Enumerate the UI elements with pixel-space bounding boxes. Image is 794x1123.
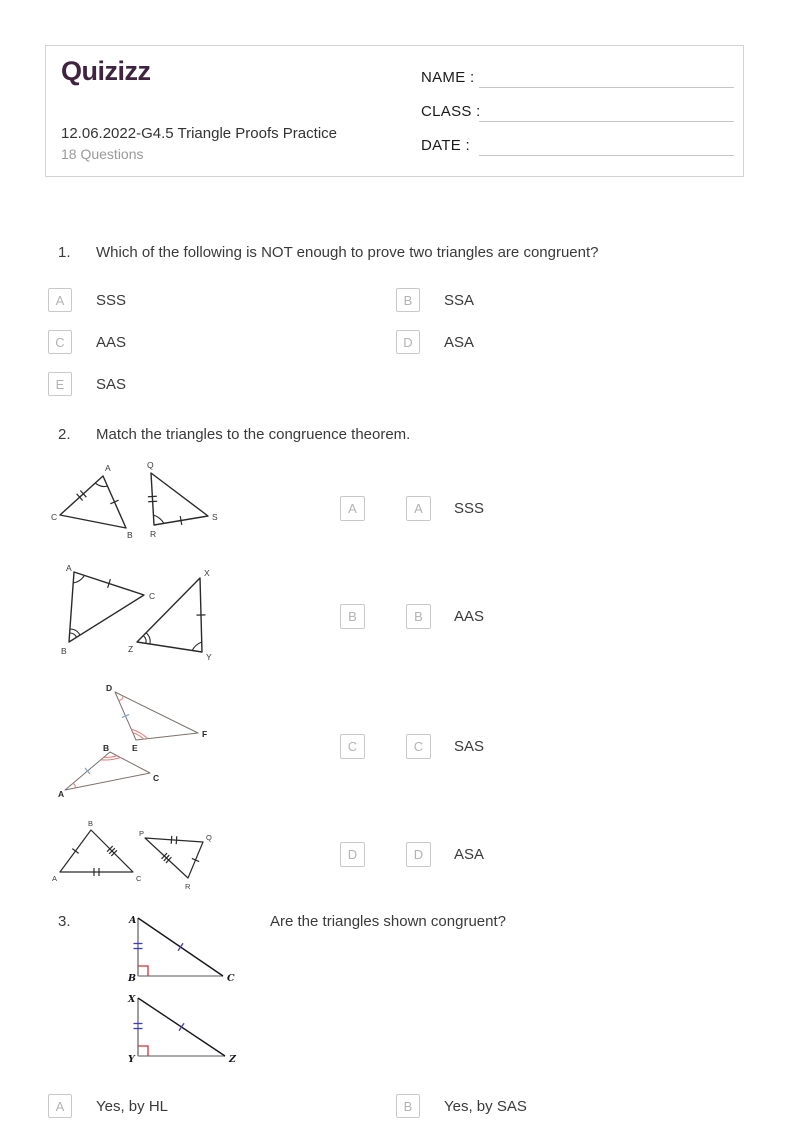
q3-option-box-b[interactable]: B <box>396 1094 420 1118</box>
vertex-label: C <box>149 591 156 601</box>
vertex-label: F <box>202 729 208 739</box>
q2-answer-slot-b[interactable]: B <box>340 604 365 629</box>
vertex-label: Q <box>206 833 212 842</box>
q2-match-label-sss: SSS <box>454 500 485 517</box>
q2-option-box-d[interactable]: D <box>406 842 431 867</box>
vertex-label: Z <box>128 644 134 654</box>
vertex-label: C <box>153 773 160 783</box>
q1-number: 1. <box>58 244 71 261</box>
vertex-label: B <box>128 973 137 984</box>
worksheet-header <box>45 45 744 177</box>
q2-answer-slot-d[interactable]: D <box>340 842 365 867</box>
vertex-label: Y <box>128 1054 135 1065</box>
vertex-label: P <box>139 829 145 838</box>
q1-option-text-e: SAS <box>96 376 127 393</box>
q1-option-box-d[interactable]: D <box>396 330 420 354</box>
q1-option-text-c: AAS <box>96 334 127 351</box>
q2-answer-slot-a[interactable]: A <box>340 496 365 521</box>
date-field-line[interactable] <box>479 155 734 156</box>
vertex-label: R <box>150 529 157 539</box>
vertex-label: E <box>132 743 138 753</box>
class-field-line[interactable] <box>479 121 734 122</box>
vertex-label: R <box>185 882 191 891</box>
q2-figure-triangles-abc-qrs <box>48 458 228 548</box>
q2-option-box-a[interactable]: A <box>406 496 431 521</box>
vertex-label: A <box>58 789 65 799</box>
q2-match-label-sas: SAS <box>454 738 485 755</box>
question-count: 18 Questions <box>61 146 144 162</box>
date-field-label: DATE : <box>421 137 471 154</box>
vertex-label: S <box>212 512 218 522</box>
q1-option-box-b[interactable]: B <box>396 288 420 312</box>
q1-option-box-a[interactable]: A <box>48 288 72 312</box>
q2-number: 2. <box>58 426 71 443</box>
vertex-label: B <box>103 743 110 753</box>
q1-text: Which of the following is NOT enough to prove two triangles are congruent? <box>96 244 599 261</box>
vertex-label: C <box>51 512 58 522</box>
vertex-label: C <box>136 874 142 883</box>
vertex-label: Q <box>147 460 154 470</box>
q2-figure-triangles-abc-xzy <box>52 560 217 662</box>
q2-figure-triangles-def-bac <box>58 682 208 800</box>
q3-option-text-a: Yes, by HL <box>96 1098 168 1115</box>
q2-figure-triangles-bac-pqr <box>48 818 213 893</box>
q1-option-text-a: SSS <box>96 292 127 309</box>
vertex-label: X <box>204 568 210 578</box>
vertex-label: D <box>106 683 113 693</box>
vertex-label: A <box>105 463 111 473</box>
q1-option-box-c[interactable]: C <box>48 330 72 354</box>
q3-option-box-a[interactable]: A <box>48 1094 72 1118</box>
vertex-label: A <box>66 563 72 573</box>
vertex-label: A <box>52 874 58 883</box>
q3-figure-right-triangles <box>115 906 240 1071</box>
vertex-label: Z <box>229 1054 236 1065</box>
vertex-label: B <box>61 646 67 656</box>
vertex-label: C <box>227 973 235 984</box>
q3-text: Are the triangles shown congruent? <box>270 913 506 930</box>
q1-option-text-d: ASA <box>444 334 475 351</box>
q3-option-text-b: Yes, by SAS <box>444 1098 527 1115</box>
q2-option-box-b[interactable]: B <box>406 604 431 629</box>
quiz-title: 12.06.2022-G4.5 Triangle Proofs Practice <box>61 125 337 142</box>
vertex-label: A <box>129 915 137 926</box>
vertex-label: B <box>127 530 133 540</box>
name-field-label: NAME : <box>421 69 475 86</box>
vertex-label: B <box>88 819 94 828</box>
class-field-label: CLASS : <box>421 103 481 120</box>
q2-option-box-c[interactable]: C <box>406 734 431 759</box>
name-field-line[interactable] <box>479 87 734 88</box>
q2-match-label-aas: AAS <box>454 608 485 625</box>
q2-text: Match the triangles to the congruence theorem. <box>96 426 411 443</box>
q2-match-label-asa: ASA <box>454 846 485 863</box>
q1-option-text-b: SSA <box>444 292 475 309</box>
q3-number: 3. <box>58 913 71 930</box>
vertex-label: Y <box>206 652 212 662</box>
quizizz-logo: Quizizz <box>61 56 151 86</box>
q1-option-box-e[interactable]: E <box>48 372 72 396</box>
vertex-label: X <box>128 994 136 1005</box>
q2-answer-slot-c[interactable]: C <box>340 734 365 759</box>
